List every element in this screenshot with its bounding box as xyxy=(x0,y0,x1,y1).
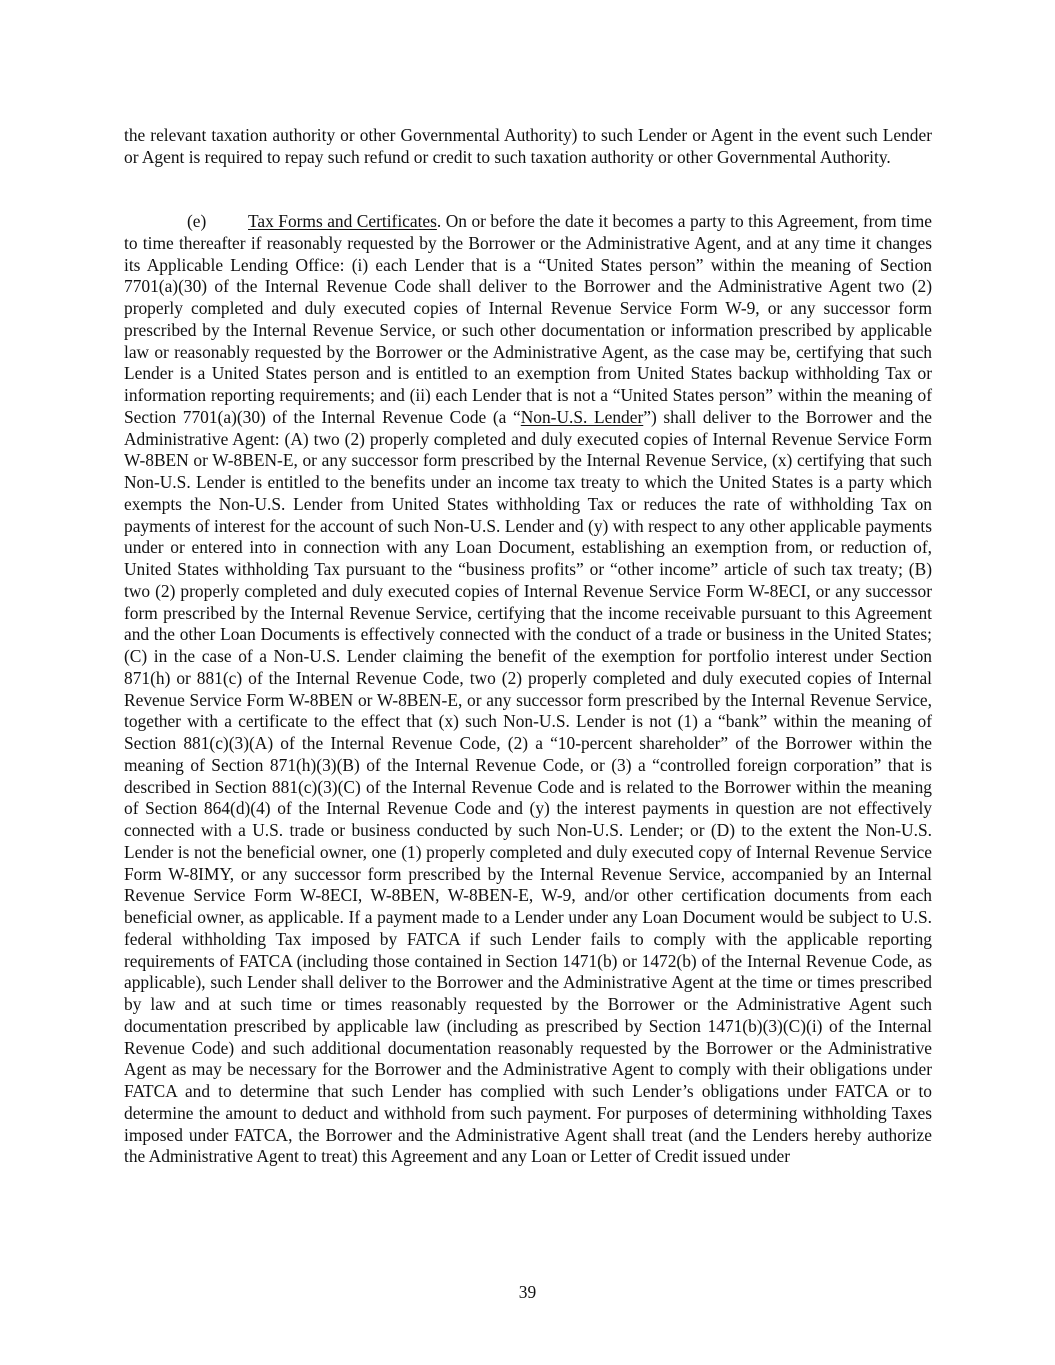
paragraph-text-part-1: . On or before the date it becomes a party to this Agreement, from time to time thereafter if reasonably requested by the Borrower or the Administrative Agent, and at any time it changes its Applicable Lending Office: (i) each Lender that is a “United States person” within the meaning of Section 7701(a)(30) of the Internal Revenue Code shall deliver to the Borrower and the Administrative Agent two (2) properly completed and duly executed copies of Internal Revenue Service Form W-9, or any successor form prescribed by the Internal Revenue Service, or such other documentation or information prescribed by applicable law or reasonably requested by the Borrower or the Administrative Agent, as the case may be, certifying that such Lender is a United States person and is entitled to an exemption from United States backup withholding Tax or information reporting requirements; and (ii) each Lender that is not a “United States person” within the meaning of Section 7701(a)(30) of the Internal Revenue Code (a “ xyxy=(124,211,932,427)
paragraph-continued: the relevant taxation authority or other Governmental Authority) to such Lender or Agent in the event such Lender or Agent is required to repay such refund or credit to such taxation authority or other Governmental Authority. xyxy=(124,125,932,167)
paragraph-tax-forms xyxy=(124,211,932,1168)
paragraph-text-part-2: ”) shall deliver to the Borrower and the Administrative Agent: (A) two (2) properly completed and duly executed copies of Internal Revenue Service Form W-8BEN or W-8BEN-E, or any successor form prescribed by the Internal Revenue Service, (x) certifying that such Non-U.S. Lender is entitled to the benefits under an income tax treaty to which the United States is a party which exempts the Non-U.S. Lender from United States withholding Tax or reduces the rate of withholding Tax on payments of interest for the account of such Non-U.S. Lender and (y) with respect to any other applicable payments under or entered into in connection with any Loan Document, establishing an exemption from, or reduction of, United States withholding Tax pursuant to the “business profits” or “other income” article of such tax treaty; (B) two (2) properly completed and duly executed copies of Internal Revenue Service Form W-8ECI, or any successor form prescribed by the Internal Revenue Service, certifying that the income receivable pursuant to this Agreement and the other Loan Documents is effectively connected with the conduct of a trade or business in the United States; (C) in the case of a Non-U.S. Lender claiming the benefit of the exemption for portfolio interest under Section 871(h) or 881(c) of the Internal Revenue Code, two (2) properly completed and duly executed copies of Internal Revenue Service Form W-8BEN or W-8BEN-E, or any successor form prescribed by the Internal Revenue Service, together with a certificate to the effect that (x) such Non-U.S. Lender is not (1) a “bank” within the meaning of Section 881(c)(3)(A) of the Internal Revenue Code, (2) a “10-percent shareholder” of the Borrower within the meaning of Section 871(h)(3)(B) of the Internal Revenue Code, or (3) a “controlled foreign corporation” that is described in Section 881(c)(3)(C) of the Internal Revenue Code and is related to the Borrower within the meaning of Section 864(d)(4) of the Internal Revenue Code and (y) the interest payments in question are not effectively connected with a U.S. trade or business conducted by such Non-U.S. Lender; or (D) to the extent the Non-U.S. Lender is not the beneficial owner, one (1) properly completed and duly executed copy of Internal Revenue Service Form W-8IMY, or any successor form prescribed by the Internal Revenue Service, accompanied by an Internal Revenue Service Form W-8ECI, W-8BEN, W-8BEN-E, W-9, and/or other certification documents from each beneficial owner, as applicable. If a payment made to a Lender under any Loan Document would be subject to U.S. federal withholding Tax imposed by FATCA if such Lender fails to comply with the applicable reporting requirements of FATCA (including those contained in Section 1471(b) or 1472(b) of the Internal Revenue Code, as applicable), such Lender shall deliver to the Borrower and the Administrative Agent at the time or times prescribed by law and at such time or times reasonably requested by the Borrower or the Administrative Agent such documentation prescribed by applicable law (including as prescribed by Section 1471(b)(3)(C)(i) of the Internal Revenue Code) and such additional documentation reasonably requested by the Borrower or the Administrative Agent as may be necessary for the Borrower and the Administrative Agent to comply with their obligations under FATCA and to determine that such Lender has complied with such Lender’s obligations under FATCA or to determine the amount to deduct and withhold from such payment. For purposes of determining withholding Taxes imposed under FATCA, the Borrower and the Administrative Agent shall treat (and the Lenders hereby authorize the Administrative Agent to treat) this Agreement and any Loan or Letter of Credit issued under xyxy=(124,406,932,1167)
section-heading: Tax Forms and Certificates xyxy=(248,211,437,231)
page-number: 39 xyxy=(518,1282,537,1302)
section-number: (e) xyxy=(187,211,207,231)
defined-term: Non-U.S. Lender xyxy=(520,406,644,427)
